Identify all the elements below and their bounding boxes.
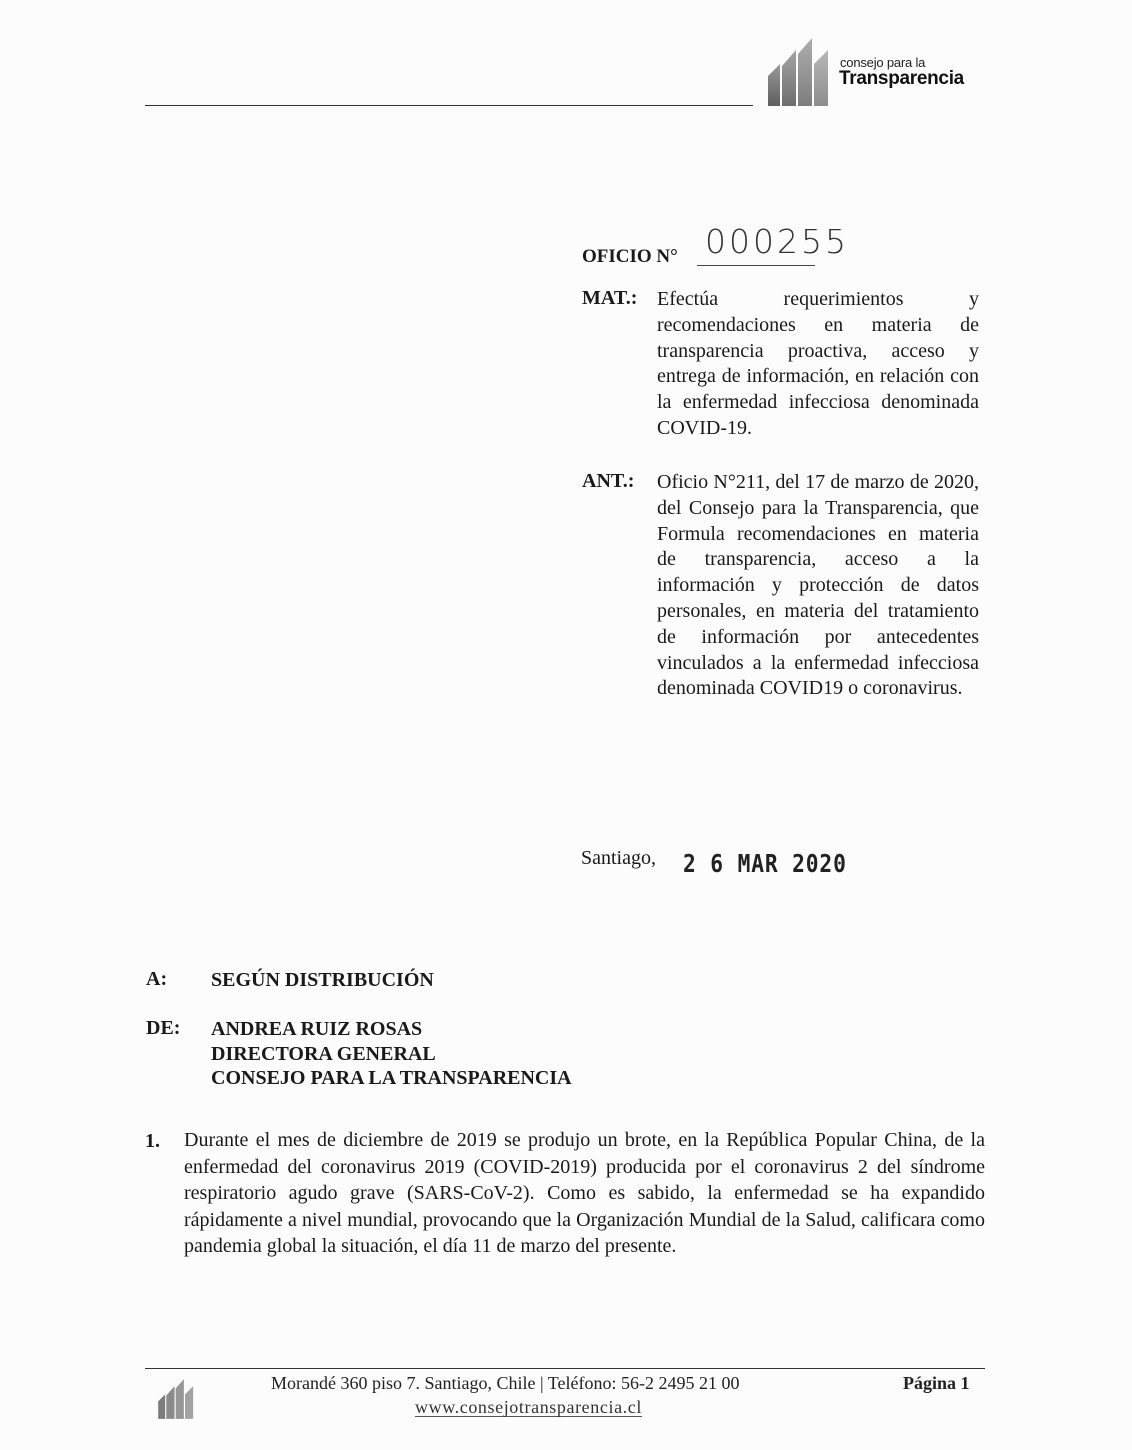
paragraph-text: Durante el mes de diciembre de 2019 se produjo un brote, en la República Popular China, de la enfermedad del coronavirus 2019 (COVID-2019) producida por el coronavirus 2 del síndrome respiratorio agudo grave (SARS-CoV-2). Como es sabido, la enfermedad se ha expandido rápidamente a nivel mundial, provocando que la Organización Mundial de la Salud, calificara como pandemia global la situación, el día 11 de marzo del presente. [184,1129,985,1257]
header-rule [145,105,753,106]
mat-label: MAT.: [582,287,638,309]
oficio-number-underline [697,265,815,266]
sender-title: DIRECTORA GENERAL [211,1042,436,1065]
paragraph-number: 1. [145,1130,160,1152]
building-bars-logo-icon [766,36,838,108]
sender-organization: CONSEJO PARA LA TRANSPARENCIA [211,1067,572,1089]
date-stamp: 2 6 MAR 2020 [683,849,847,878]
logo-line-1: consejo para la [840,55,926,70]
ant-text: Oficio N°211, del 17 de marzo de 2020, del Consejo para la Transparencia, que Formula recomendaciones en materia de transparencia, acceso a la información y protección de datos personales, en materia del tratamiento de información por antecedentes vinculados a la enfermedad infecciosa denominada COVID19 o coronavirus. [657,471,979,700]
logo-line-2: Transparencia [839,68,964,89]
website-link[interactable]: www.consejotransparencia.cl [415,1397,642,1417]
oficio-number: 000255 [705,222,849,261]
ant-label: ANT.: [582,470,635,492]
recipient-value: SEGÚN DISTRIBUCIÓN [211,969,434,991]
sender-name: ANDREA RUIZ ROSAS [211,1018,423,1040]
footer-address: Morandé 360 piso 7. Santiago, Chile | Teléfono: 56-2 2495 21 00 [271,1373,740,1393]
footer-rule [145,1368,985,1369]
sender-label: DE: [146,1017,181,1039]
recipient-label: A: [146,968,168,990]
oficio-label: OFICIO N° [582,246,678,267]
date-city: Santiago, [581,847,656,869]
page-number: Página 1 [903,1373,970,1393]
institution-logo [766,36,986,108]
building-bars-logo-icon [157,1378,199,1420]
mat-text: Efectúa requerimientos y recomendaciones en materia de transparencia proactiva, acceso y entrega de información, en relación con la enfermedad infecciosa denominada COVID-19. [657,288,979,439]
sender-block [211,1017,572,1091]
